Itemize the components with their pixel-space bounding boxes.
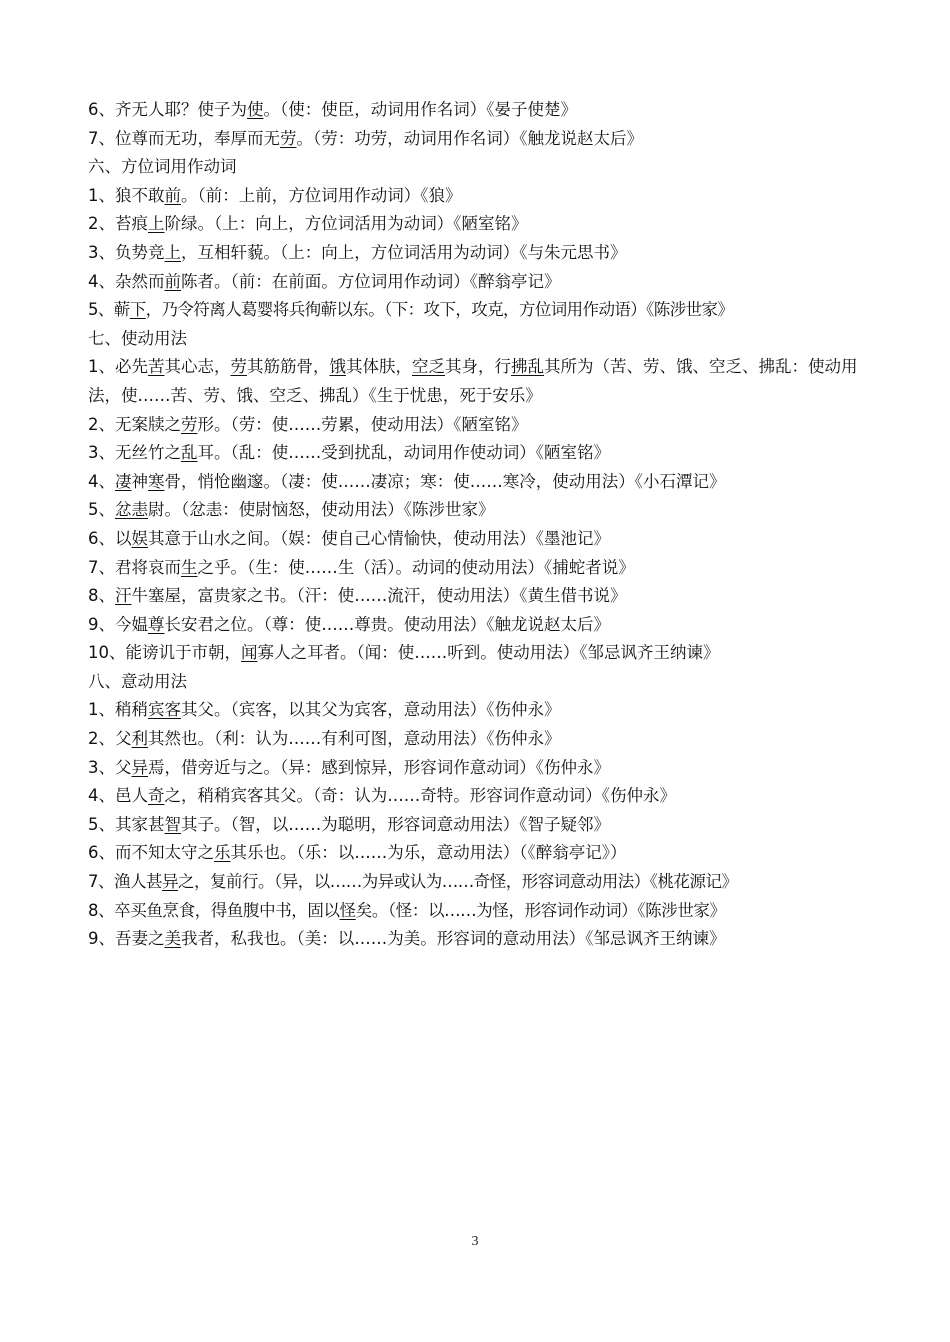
text-segment: 其所为（苦、劳、饿、空乏、拂乱：使动用法，使……苦、劳、饿、空乏、拂乱）《生于忧患，死于安乐》 [88,357,858,405]
text-segment: 形。（劳：使……劳累，使动用法）《陋室铭》 [197,414,528,434]
text-segment: 阶绿。（上：向上，方位词活用为动词）《陋室铭》 [164,214,528,234]
text-segment: 之乎。（生：使……生（活）。动词的使动用法）《捕蛇者说》 [197,557,635,577]
text-line [88,582,868,611]
text-segment: 耳。（乱：使……受到扰乱，动词用作使动词）《陋室铭》 [197,443,610,463]
underlined-word: 异 [131,757,148,777]
text-line [88,925,868,954]
text-segment: 其父。（宾客，以其父为宾客，意动用法）《伤仲永》 [181,700,561,720]
text-line [88,754,868,783]
text-segment: 之，复前行。（异，以……为异或认为……奇怪，形容词意动用法）《桃花源记》 [178,872,738,892]
text-segment: 我者，私我也。（美：以……为美。形容词的意动用法）《邹忌讽齐王纳谏》 [181,929,726,949]
text-line [88,782,868,811]
text-segment: ，乃令符离人葛婴将兵徇蕲以东。（下：攻下，攻克，方位词用作动语）《陈涉世家》 [145,300,734,320]
underlined-word: 娱 [131,528,148,548]
text-segment: 其心志， [164,357,231,377]
underlined-word: 异 [162,872,178,892]
text-line [88,725,868,754]
text-segment: 2、父 [88,729,132,749]
text-segment: 其乐也。（乐：以……为乐，意动用法）（《醉翁亭记》） [230,843,627,863]
text-segment: 9、今媪 [88,614,148,634]
underlined-word: 使 [247,100,264,119]
text-segment: 2、无案牍之 [88,414,181,434]
text-segment: 6、齐无人耶？使子为 [88,100,247,119]
text-line [88,868,868,897]
underlined-word: 智 [164,814,181,834]
underlined-word: 前 [164,271,181,291]
text-segment: 1、稍稍 [88,700,148,720]
underlined-word: 闻 [241,643,258,663]
text-segment: 7、位尊而无功，奉厚而无 [88,128,280,148]
text-line [88,96,868,125]
text-segment: 寡人之耳者。（闻：使……听到。使动用法）《邹忌讽齐王纳谏》 [257,643,720,663]
text-segment: 之，稍稍宾客其父。（奇：认为……奇特。形容词作意动词）《伤仲永》 [164,786,676,806]
text-segment: 10、能谤讥于市朝， [88,643,241,663]
text-segment: 牛塞屋，富贵家之书。（汗：使……流汗，使动用法）《黄生借书说》 [131,586,627,606]
document-body [88,96,868,954]
text-segment: 其子。（智，以……为聪明，形容词意动用法）《智子疑邻》 [181,814,610,834]
text-segment: 其体肤， [346,357,412,377]
text-segment: 1、必先 [88,357,148,377]
text-segment: 焉，借旁近与之。（异：感到惊异，形容词作意动词）《伤仲永》 [148,757,610,777]
text-line [88,439,868,468]
text-line [88,182,868,211]
underlined-word: 劳 [181,414,198,434]
underlined-word: 生 [181,557,198,577]
text-line [88,411,868,440]
text-segment: 6、而不知太守之 [88,843,214,863]
text-segment: 4、邑人 [88,786,148,806]
text-line [88,353,868,410]
text-segment: 6、以 [88,528,132,548]
underlined-word: 空乏 [412,357,445,377]
underlined-word: 苦 [148,357,165,377]
underlined-word: 忿恚 [115,500,148,520]
text-segment: 7、君将哀而 [88,557,181,577]
section-heading [88,668,868,697]
text-segment: 2、苔痕 [88,214,148,234]
text-segment: 3、父 [88,757,132,777]
text-line [88,239,868,268]
text-segment: 5、其家甚 [88,814,165,834]
text-segment: 骨，悄怆幽邃。（凄：使……凄凉；寒：使……寒冷，使动用法）《小石潭记》 [164,471,726,491]
underlined-word: 寒 [148,471,165,491]
text-segment: 其意于山水之间。（娱：使自己心情愉快，使动用法）《墨池记》 [148,528,610,548]
underlined-word: 乱 [181,443,198,463]
text-line [88,897,868,926]
text-segment: 。（前：上前，方位词用作动词）《狼》 [181,185,462,205]
text-segment: 。（使：使臣，动词用作名词）《晏子使楚》 [263,100,577,119]
text-segment: 5、蕲 [88,300,130,320]
text-line [88,811,868,840]
text-line [88,611,868,640]
underlined-word: 劳 [280,128,297,148]
section-heading [88,325,868,354]
page-number: 3 [471,1234,479,1249]
underlined-word: 下 [129,300,146,320]
text-segment: 4、杂然而 [88,271,165,291]
text-segment: 其身，行 [445,357,511,377]
underlined-word: 饿 [329,357,346,377]
text-segment: 4、 [88,471,115,491]
text-line [88,639,868,668]
underlined-word: 美 [164,929,181,949]
text-line [88,554,868,583]
text-segment: 3、无丝竹之 [88,443,181,463]
text-segment: 其筋筋骨， [247,357,330,377]
text-line [88,696,868,725]
text-segment: 1、狼不敢 [88,185,165,205]
underlined-word: 宾客 [148,700,181,720]
text-segment: 长安君之位。（尊：使……尊贵。使动用法）《触龙说赵太后》 [164,614,610,634]
text-segment: 尉。（忿恚：使尉恼怒，使动用法）《陈涉世家》 [148,500,495,520]
text-segment: 3、负势竞 [88,242,165,262]
text-segment: 7、渔人甚 [88,872,162,892]
text-segment: 其然也。（利：认为……有利可图，意动用法）《伤仲永》 [148,729,561,749]
underlined-word: 上 [148,214,165,234]
underlined-word: 上 [164,242,181,262]
underlined-word: 前 [164,185,181,205]
text-line [88,468,868,497]
text-segment: 8、 [88,586,115,606]
text-segment: 神 [131,471,148,491]
underlined-word: 乐 [214,843,231,863]
heading-text: 六、方位词用作动词 [88,157,237,177]
text-line [88,268,868,297]
underlined-word: 尊 [148,614,165,634]
text-line [88,125,868,154]
text-segment: 矣。（怪：以……为怪，形容词作动词）《陈涉世家》 [355,900,726,920]
underlined-word: 凄 [115,471,132,491]
text-line [88,496,868,525]
heading-text: 八、意动用法 [88,671,187,691]
text-line [88,839,868,868]
underlined-word: 汗 [115,586,132,606]
text-line [88,525,868,554]
section-heading [88,153,868,182]
underlined-word: 怪 [339,900,356,920]
underlined-word: 奇 [148,786,165,806]
text-segment: ，互相轩藐。（上：向上，方位词活用为动词）《与朱元思书》 [181,242,627,262]
text-line [88,296,868,325]
text-segment: 9、吾妻之 [88,929,165,949]
text-segment: 5、 [88,500,115,520]
text-line [88,210,868,239]
text-segment: 陈者。（前：在前面。方位词用作动词）《醉翁亭记》 [181,271,561,291]
underlined-word: 利 [131,729,148,749]
underlined-word: 拂乱 [511,357,544,377]
text-segment: 8、卒买鱼烹食，得鱼腹中书，固以 [88,900,340,920]
text-segment: 。（劳：功劳，动词用作名词）《触龙说赵太后》 [296,128,643,148]
heading-text: 七、使动用法 [88,328,187,348]
underlined-word: 劳 [230,357,247,377]
